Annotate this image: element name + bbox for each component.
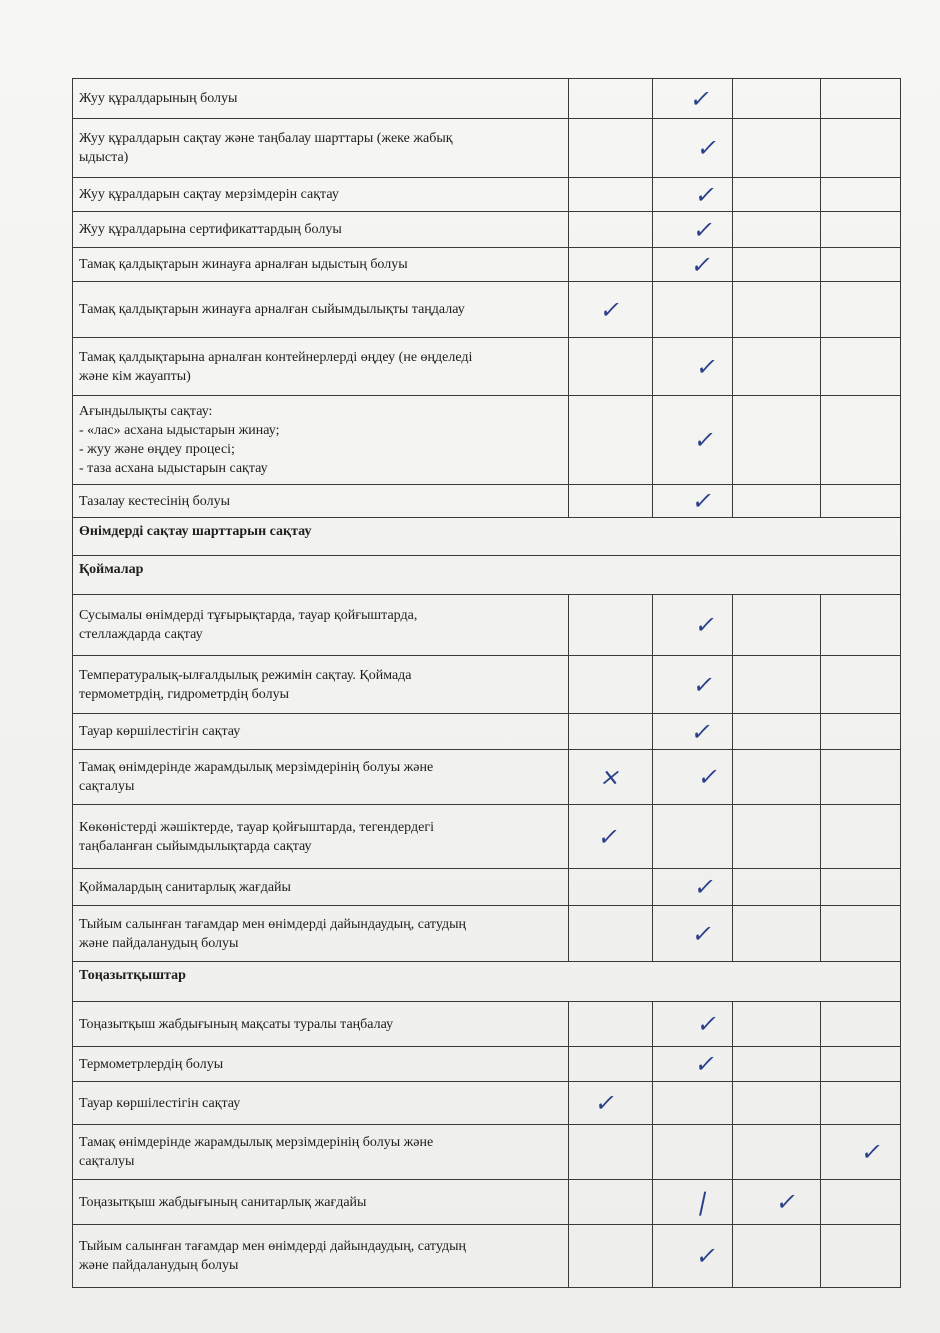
cross-mark-icon: ×: [597, 763, 624, 791]
mark-cell-column-3: [733, 1047, 821, 1082]
mark-cell-column-4: [821, 178, 901, 212]
criterion-cell: [73, 869, 569, 906]
checklist-row: [73, 906, 901, 962]
mark-cell-column-1: [569, 805, 653, 869]
mark-cell-column-1: [569, 656, 653, 714]
criterion-cell: [73, 485, 569, 518]
mark-cell-column-3: [733, 282, 821, 338]
criterion-cell: [73, 906, 569, 962]
mark-cell-column-4: [821, 212, 901, 248]
mark-cell-column-1: [569, 396, 653, 485]
mark-cell-column-1: [569, 338, 653, 396]
mark-cell-column-1: [569, 248, 653, 282]
mark-cell-column-3: [733, 1225, 821, 1288]
criterion-text-line: Тамақ қалдықтарын жинауға арналған ыдыстың болуы: [79, 257, 408, 272]
mark-cell-column-4: [821, 1125, 901, 1180]
checklist-row: [73, 714, 901, 750]
mark-cell-column-2: [653, 212, 733, 248]
checklist-row: [73, 1125, 901, 1180]
checklist-row: [73, 282, 901, 338]
criterion-text-line: Жуу құралдарын сақтау мерзімдерін сақтау: [79, 187, 339, 202]
check-mark-icon: ✓: [693, 1242, 720, 1270]
mark-cell-column-4: [821, 282, 901, 338]
criterion-cell: [73, 714, 569, 750]
mark-cell-column-2: [653, 1002, 733, 1047]
checklist-row: [73, 1180, 901, 1225]
mark-cell-column-2: [653, 338, 733, 396]
mark-cell-column-2: [653, 1180, 733, 1225]
section-row: [73, 556, 901, 595]
mark-cell-column-1: [569, 869, 653, 906]
mark-cell-column-2: [653, 485, 733, 518]
check-mark-icon: ✓: [695, 763, 722, 791]
criterion-cell: [73, 178, 569, 212]
mark-cell-column-3: [733, 178, 821, 212]
mark-cell-column-3: [733, 1125, 821, 1180]
criterion-text-line: Жуу құралдарының болуы: [79, 91, 238, 106]
mark-cell-column-2: [653, 1082, 733, 1125]
mark-cell-column-4: [821, 656, 901, 714]
check-mark-icon: ✓: [688, 717, 715, 746]
criterion-text-line: Жуу құралдарына сертификаттардың болуы: [79, 222, 342, 237]
criterion-text-line: және пайдаланудың болуы: [79, 935, 239, 951]
mark-cell-column-3: [733, 750, 821, 805]
mark-cell-column-1: [569, 485, 653, 518]
checklist-row: [73, 396, 901, 485]
mark-cell-column-2: [653, 396, 733, 485]
criterion-text-line: Тамақ өнімдерінде жарамдылық мерзімдерінің болуы және: [79, 760, 434, 775]
mark-cell-column-3: [733, 485, 821, 518]
mark-cell-column-4: [821, 714, 901, 750]
criterion-cell: [73, 1125, 569, 1180]
mark-cell-column-2: [653, 1225, 733, 1288]
criterion-cell: [73, 212, 569, 248]
mark-cell-column-4: [821, 1082, 901, 1125]
criterion-text-line: Қоймалар: [79, 562, 144, 577]
checklist-row: [73, 248, 901, 282]
check-mark-icon: ✓: [773, 1188, 800, 1216]
mark-cell-column-2: [653, 805, 733, 869]
check-mark-icon: ✓: [597, 295, 624, 324]
criterion-text-line: Жуу құралдарын сақтау және таңбалау шарттары (жеке жабық: [79, 131, 453, 146]
check-mark-icon: ✓: [694, 1010, 721, 1038]
mark-cell-column-4: [821, 119, 901, 178]
mark-cell-column-1: [569, 906, 653, 962]
criterion-text-line: Тазалау кестесінің болуы: [79, 493, 230, 509]
mark-cell-column-4: [821, 396, 901, 485]
mark-cell-column-2: [653, 119, 733, 178]
mark-cell-column-1: [569, 595, 653, 656]
mark-cell-column-2: [653, 656, 733, 714]
check-mark-icon: ✓: [688, 250, 715, 279]
mark-cell-column-2: [653, 750, 733, 805]
checklist-row: [73, 79, 901, 119]
criterion-cell: [73, 1002, 569, 1047]
mark-cell-column-4: [821, 595, 901, 656]
mark-cell-column-4: [821, 248, 901, 282]
criterion-text-line: Тамақ қалдықтарын жинауға арналған сыйымдылықты таңдалау: [79, 302, 465, 317]
mark-cell-column-1: [569, 79, 653, 119]
checklist-row: [73, 869, 901, 906]
criterion-text-line: Көкөністерді жәшіктерде, тауар қойғыштарда, тегендердегі: [79, 819, 434, 835]
check-mark-icon: ✓: [691, 426, 718, 454]
check-mark-icon: ✓: [692, 1050, 719, 1078]
criterion-cell: [73, 396, 569, 485]
mark-cell-column-4: [821, 338, 901, 396]
mark-cell-column-2: [653, 906, 733, 962]
mark-cell-column-3: [733, 1002, 821, 1047]
mark-cell-column-3: [733, 1180, 821, 1225]
inspection-checklist-table: [72, 78, 901, 1288]
criterion-text-line: Ағындылықты сақтау:: [79, 404, 213, 419]
section-row: [73, 962, 901, 1002]
checklist-row: [73, 119, 901, 178]
criterion-text-line: Температуралық-ылғалдылық режимін сақтау. Қоймада: [79, 667, 412, 683]
checklist-row: [73, 1002, 901, 1047]
mark-cell-column-3: [733, 248, 821, 282]
mark-cell-column-3: [733, 714, 821, 750]
criterion-text-line: Термометрлердің болуы: [79, 1056, 224, 1072]
mark-cell-column-2: [653, 79, 733, 119]
check-mark-icon: ✓: [689, 919, 716, 948]
criterion-cell: [73, 248, 569, 282]
criterion-text-line: ыдыста): [79, 150, 129, 165]
criterion-text-line: және кім жауапты): [79, 368, 191, 384]
criterion-text-line: Тамақ қалдықтарына арналған контейнерлерді өңдеу (не өңделеді: [79, 349, 473, 365]
mark-cell-column-2: [653, 595, 733, 656]
criterion-cell: [73, 1225, 569, 1288]
mark-cell-column-1: [569, 1125, 653, 1180]
criterion-text-line: Өнімдерді сақтау шарттарын сақтау: [79, 524, 312, 539]
mark-cell-column-1: [569, 119, 653, 178]
checklist-row: [73, 595, 901, 656]
checklist-row: [73, 805, 901, 869]
checklist-row: [73, 1082, 901, 1125]
criterion-text-line: Тоңазытқыш жабдығының санитарлық жағдайы: [79, 1194, 367, 1210]
mark-cell-column-2: [653, 1047, 733, 1082]
check-mark-icon: ✓: [592, 1089, 619, 1117]
criterion-text-line: Сусымалы өнімдерді тұғырықтарда, тауар қойғыштарда,: [79, 608, 418, 623]
mark-cell-column-4: [821, 79, 901, 119]
mark-cell-column-4: [821, 1225, 901, 1288]
mark-cell-column-1: [569, 212, 653, 248]
criterion-cell: [73, 1180, 569, 1225]
checklist-row: [73, 656, 901, 714]
mark-cell-column-3: [733, 212, 821, 248]
criterion-text-line: - жуу және өңдеу процесі;: [79, 442, 235, 457]
criterion-text-line: - «лас» асхана ыдыстарын жинау;: [79, 423, 280, 438]
mark-cell-column-3: [733, 906, 821, 962]
mark-cell-column-3: [733, 396, 821, 485]
criterion-text-line: стеллаждарда сақтау: [79, 627, 203, 642]
mark-cell-column-2: [653, 248, 733, 282]
mark-cell-column-3: [733, 595, 821, 656]
check-mark-icon: ✓: [691, 873, 718, 901]
criterion-text-line: - таза асхана ыдыстарын сақтау: [79, 461, 268, 476]
section-row: [73, 518, 901, 556]
pen-stroke-icon: |: [695, 1188, 710, 1216]
mark-cell-column-4: [821, 869, 901, 906]
check-mark-icon: ✓: [858, 1138, 885, 1166]
criterion-text-line: және пайдаланудың болуы: [79, 1258, 239, 1273]
mark-cell-column-3: [733, 1082, 821, 1125]
mark-cell-column-4: [821, 1002, 901, 1047]
mark-cell-column-3: [733, 338, 821, 396]
check-mark-icon: ✓: [690, 670, 717, 699]
checklist-row: [73, 485, 901, 518]
mark-cell-column-3: [733, 869, 821, 906]
check-mark-icon: ✓: [687, 84, 714, 113]
check-mark-icon: ✓: [694, 134, 721, 162]
mark-cell-column-2: [653, 869, 733, 906]
section-heading: [73, 556, 901, 595]
criterion-text-line: Тамақ өнімдерінде жарамдылық мерзімдерінің болуы және: [79, 1135, 434, 1150]
mark-cell-column-2: [653, 1125, 733, 1180]
criterion-text-line: сақталуы: [79, 1154, 135, 1169]
mark-cell-column-1: [569, 282, 653, 338]
mark-cell-column-2: [653, 714, 733, 750]
mark-cell-column-1: [569, 750, 653, 805]
criterion-text-line: Қоймалардың санитарлық жағдайы: [79, 879, 291, 895]
criterion-cell: [73, 338, 569, 396]
mark-cell-column-4: [821, 485, 901, 518]
criterion-cell: [73, 119, 569, 178]
criterion-text-line: Тауар көршілестігін сақтау: [79, 724, 241, 739]
mark-cell-column-1: [569, 1180, 653, 1225]
criterion-text-line: Тыйым салынған тағамдар мен өнімдерді дайындаудың, сатудың: [79, 916, 467, 932]
criterion-text-line: сақталуы: [79, 779, 135, 794]
checklist-row: [73, 750, 901, 805]
mark-cell-column-1: [569, 1082, 653, 1125]
checklist-row: [73, 178, 901, 212]
mark-cell-column-4: [821, 1180, 901, 1225]
check-mark-icon: ✓: [693, 352, 720, 381]
mark-cell-column-1: [569, 1225, 653, 1288]
criterion-cell: [73, 750, 569, 805]
mark-cell-column-1: [569, 1047, 653, 1082]
mark-cell-column-3: [733, 805, 821, 869]
criterion-text-line: Тауар көршілестігін сақтау: [79, 1095, 241, 1111]
criterion-text-line: Тоңазытқыштар: [79, 968, 186, 983]
criterion-text-line: таңбаланған сыйымдылықтарда сақтау: [79, 838, 312, 854]
mark-cell-column-4: [821, 906, 901, 962]
check-mark-icon: ✓: [689, 487, 716, 515]
check-mark-icon: ✓: [690, 215, 717, 244]
mark-cell-column-4: [821, 1047, 901, 1082]
mark-cell-column-3: [733, 79, 821, 119]
checklist-row: [73, 1047, 901, 1082]
criterion-cell: [73, 656, 569, 714]
check-mark-icon: ✓: [595, 822, 622, 851]
section-heading: [73, 962, 901, 1002]
checklist-row: [73, 1225, 901, 1288]
criterion-text-line: Тыйым салынған тағамдар мен өнімдерді дайындаудың, сатудың: [79, 1239, 467, 1254]
mark-cell-column-2: [653, 178, 733, 212]
criterion-cell: [73, 1082, 569, 1125]
mark-cell-column-4: [821, 805, 901, 869]
criterion-cell: [73, 79, 569, 119]
mark-cell-column-3: [733, 656, 821, 714]
mark-cell-column-3: [733, 119, 821, 178]
section-heading: [73, 518, 901, 556]
criterion-cell: [73, 805, 569, 869]
checklist-row: [73, 212, 901, 248]
mark-cell-column-4: [821, 750, 901, 805]
mark-cell-column-1: [569, 178, 653, 212]
criterion-text-line: Тоңазытқыш жабдығының мақсаты туралы таңбалау: [79, 1016, 394, 1032]
check-mark-icon: ✓: [692, 611, 719, 639]
mark-cell-column-1: [569, 714, 653, 750]
checklist-row: [73, 338, 901, 396]
criterion-cell: [73, 282, 569, 338]
criterion-cell: [73, 595, 569, 656]
mark-cell-column-2: [653, 282, 733, 338]
criterion-text-line: термометрдің, гидрометрдің болуы: [79, 686, 289, 702]
mark-cell-column-1: [569, 1002, 653, 1047]
criterion-cell: [73, 1047, 569, 1082]
check-mark-icon: ✓: [692, 180, 719, 209]
